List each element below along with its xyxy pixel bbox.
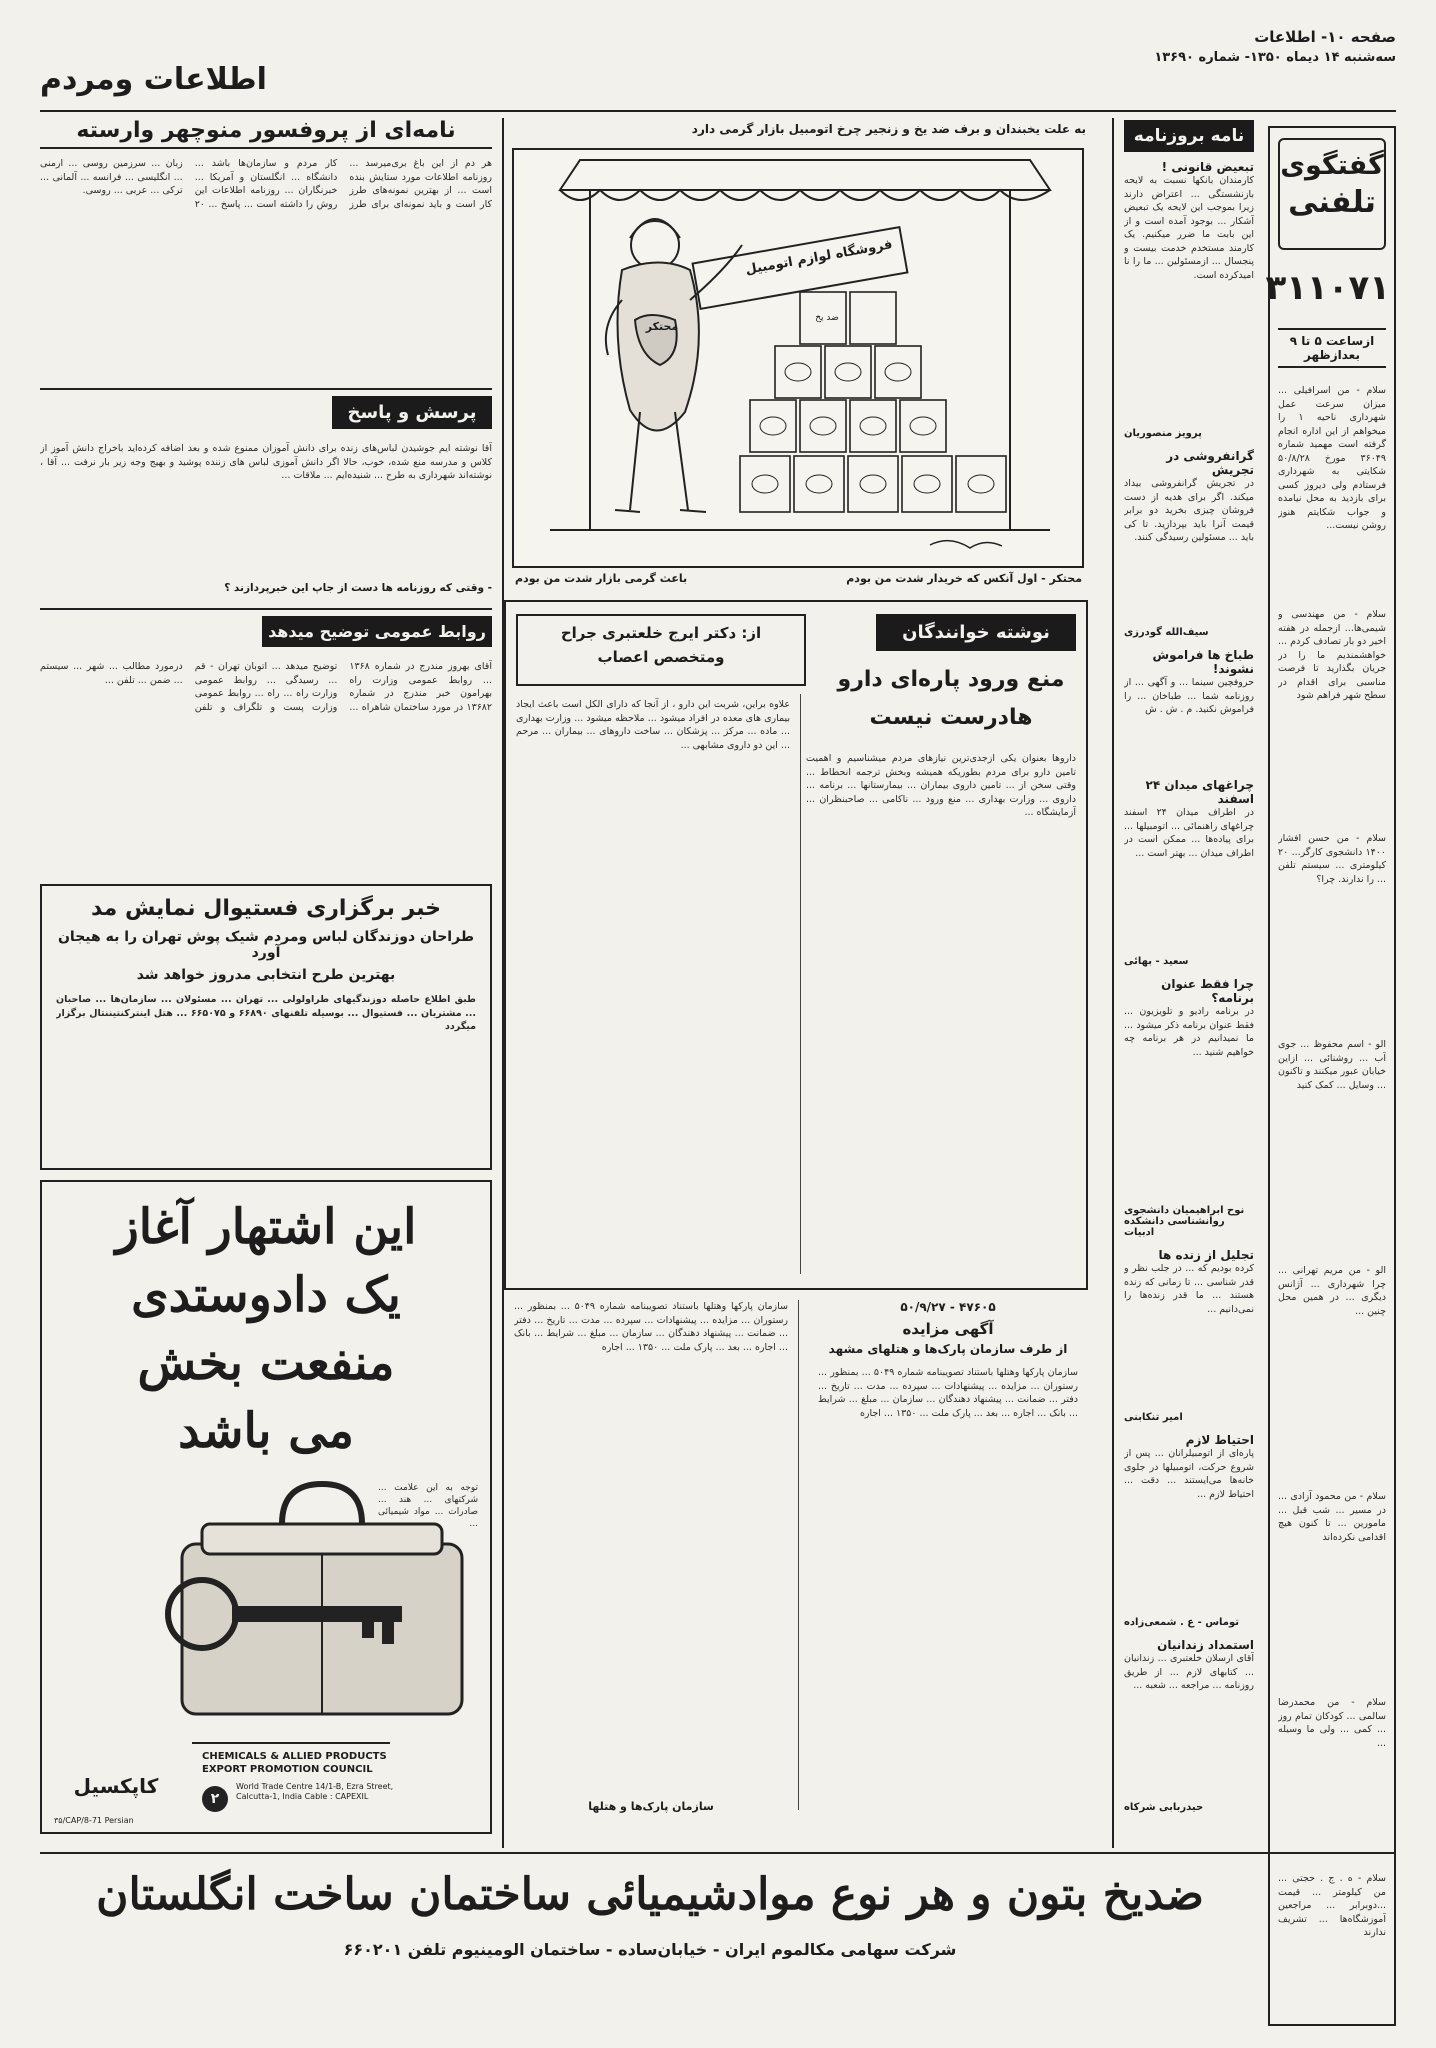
professor-article — [40, 118, 492, 384]
readers-author-1: از: دکتر ایرج خلعتبری جراح — [560, 624, 762, 642]
letter-heading: استمداد زندانیان — [1157, 1638, 1254, 1652]
phone-item: سلام - من محمدرضا سالمی ... کودکان تمام روز ... کمی ... ولی ما وسیله ... — [1278, 1697, 1386, 1749]
letter-body: حروفچین سینما ... و آگهی ... از روزنامه شما ... طباخان ... را فراموش نکنید. م . ش . ش — [1124, 677, 1254, 715]
hours-line2: بعدازظهر — [1304, 348, 1360, 362]
letter-item — [1124, 1638, 1254, 1813]
readers-author-box — [516, 614, 806, 686]
capexil-side-text: توجه به این علامت ... شرکتهای ... هند ... صادرات ... مواد شیمیائی ... — [378, 1483, 478, 1529]
cartoon-can-label: ضد یخ — [815, 313, 839, 323]
festival-title: خبر برگزاری فستیوال نمایش مد — [90, 896, 442, 921]
phone-item: سلام - من محمود آزادی ... در مسیر ... شب قبل ... مامورین ... تا کنون هیچ اقدامی نکرده‌اند — [1278, 1491, 1386, 1543]
festival-body: طبق اطلاع حاصله دوزندگیهای طراولولی ... تهران ... مسئولان ... سازمان‌ها ... صاحبان ... مشتریان ... فستیوال ... بوسیله تلفنهای ۶۶۸۹۰ و ۶۶۵۰۷۵ ... هتل اینترکنتیننتال برگزار میگردد — [56, 994, 476, 1032]
capexil-brand-fa: کاپکسیل — [73, 1774, 159, 1798]
letter-item — [1124, 1433, 1254, 1628]
logo-line2: تلفنی — [1288, 185, 1376, 220]
readers-title: نوشته خوانندگان — [876, 614, 1076, 651]
capexil-divider — [192, 1742, 390, 1744]
letter-body: در تجریش گرانفروشی بیداد میکند. اگر برای هدیه از دست فروشان چیزی بخرید دو برابر قیمت آنرا باید بپردازید. تا کی باید ... مسئولین رسیدگی کنند. — [1124, 478, 1254, 543]
letter-body: در برنامه رادیو و تلویزیون ... فقط عنوان برنامه ذکر میشود ... ما نمیدانیم در هر برنامه چه خواهیم شنید ... — [1124, 1006, 1254, 1058]
phone-item: سلام - من مهندسی و شیمی‌ها... ازجمله در هفته اخیر دو بار تصادف کردم ... خواهشمندیم ما را در جریان بگذارید تا فرصت مناسبی برای اقدام در سطح شهر فراهم شود — [1278, 609, 1386, 701]
auction-column-rule — [798, 1300, 799, 1810]
auction-subtitle: از طرف سازمان پارک‌ها و هتلهای مشهد — [828, 1342, 1068, 1356]
qa-footer: - وقتی که روزنامه ها دست از جاپ این خبر‌پردازند ؟ — [224, 582, 492, 594]
capexil-headline-1: این اشتهار آغاز — [115, 1199, 417, 1255]
cartoon-drawing — [512, 150, 1082, 568]
festival-line3: بهترین طرح انتخابی مدروز خواهد شد — [136, 967, 396, 983]
letter-author: توماس - ع . شمعی‌زاده — [1124, 1617, 1239, 1628]
letter-body: پاره‌ای از اتومبیلرانان ... پس از شروع حرکت، اتومبیلها در جلوی خانه‌ها می‌ایستند ... دقت ... احتیاط لازم ... — [1124, 1448, 1254, 1500]
auction-body-right: سازمان پارکها وهتلها باستناد تصویبنامه شماره ۵۰۴۹ ... بمنظور ... رستوران ... مزایده ... پیشنهادات ... سپرده ... مدت ... تاریخ ... دفتر ... ضمانت ... پیشنهاد دهندگان ... سازمان ... مبلغ ... شرایط ... بانک ... اجاره ... بعد ... پارک ملت ... ۱۳۵۰ ... اجاره — [818, 1367, 1078, 1419]
bottom-ad-subline: شرکت سهامی مکالموم ایران - خیابان‌ساده - ساختمان الومینیوم تلفن ۶۶۰۲۰۱ — [343, 1940, 957, 1959]
qa-body: آقا نوشته ایم جوشیدن لباس‌های زنده برای دانش آموزان ممنوع شده و بعد اضافه کرده‌اید باخراج دانش آموز از کلاس و مدرسه منع شده، خوب، حالا اگر دانش آموزی لباس های زننده پوشید و بهیج وجه زیر بار نرفت ... آقا ، نوشته‌اند شهرداری به طرح ... شنیده‌ایم ... ملاقات ... — [40, 443, 492, 481]
letter-heading: گرانفروشی در تجریش — [1166, 449, 1254, 477]
cartoon-frame — [512, 148, 1084, 568]
section-title: اطلاعات ومردم — [40, 62, 267, 97]
capexil-headline-3: منفعت بخش — [137, 1335, 395, 1391]
professor-body: هر دم از این باغ بری‌میرسد ... روزنامه اطلاعات مورد ستایش بنده است ... از بهترین نمونه‌های طرز کار است و باید نمونه‌ای برای طرز کار مردم و سازمان‌ها باشد ... دانشگاه ... انگلستان و آمریکا ... خبرنگاران ... روزنامه اطلاعات این روش را داشته است ... پاسخ ... ۲۰ زبان ... سرزمین روسی ... ارمنی ... انگلیسی ... فرانسه ... آلمانی ... ترکی ... عربی ... روسی. — [40, 158, 492, 210]
cartoon-caption-right: محتکر - اول آنکس که خریدار شدت من بودم — [846, 572, 1082, 585]
page-info: صفحه ۱۰- اطلاعات — [1254, 28, 1396, 46]
phone-item: الو - من مریم تهرانی ... چرا شهرداری ... آژانس دیگری ... در همین محل چنین ... — [1278, 1265, 1386, 1317]
letter-body: در اطراف میدان ۲۴ اسفند چراغهای راهنمائی ... اتومبیلها ... برای پیاده‌ها ... ممکن است در اطراف میدان ... بهتر است ... — [1124, 807, 1254, 859]
letter-author: امیر تنکابنی — [1124, 1412, 1183, 1423]
letter-heading: چراغهای میدان ۲۴ اسفند — [1145, 778, 1254, 806]
letters-title: نامه بروزنامه — [1124, 120, 1254, 152]
auction-body-left: سازمان پارکها وهتلها باستناد تصویبنامه شماره ۵۰۴۹ ... بمنظور ... رستوران ... مزایده ... پیشنهادات ... سپرده ... مدت ... تاریخ ... دفتر ... ضمانت ... پیشنهاد دهندگان ... سازمان ... مبلغ ... شرایط ... بانک ... اجاره ... بعد ... پارک ملت ... ۱۳۵۰ ... اجاره — [514, 1301, 788, 1353]
date-issue: سه‌شنبه ۱۴ دیماه ۱۳۵۰- شماره ۱۳۶۹۰ — [1154, 50, 1396, 65]
letter-heading: احتیاط لازم — [1185, 1433, 1254, 1447]
auction-ref: ۴۷۶۰۵ - ۵۰/۹/۲۷ — [900, 1300, 996, 1314]
phone-logo — [1278, 138, 1386, 250]
capexil-logo-icon: ۲ — [202, 1786, 228, 1812]
bottom-rule — [40, 1852, 1396, 1854]
section-rule — [40, 608, 492, 610]
phone-items — [1278, 384, 1386, 2014]
phone-item: الو - اسم محفوظ ... جوی آب ... روشنائی ... ازاین خیابان عبور میکنند و تاکنون ... وسایل ... کمک کنید — [1278, 1039, 1386, 1091]
hours-line1: ازساعت ۵ تا ۹ — [1289, 334, 1375, 348]
cartoon-caption-left: باعث گرمی بازار شدت من بودم — [515, 572, 688, 585]
public-relations-section — [40, 616, 492, 876]
readers-article — [504, 600, 1088, 1290]
column-rule — [1112, 118, 1114, 1848]
bottom-ad — [40, 1860, 1260, 2010]
letter-heading: تجلیل از زنده ها — [1158, 1248, 1254, 1262]
qa-section — [40, 396, 492, 604]
readers-body-right: داروها بعنوان یکی ازجدی‌ترین نیازهای مردم میشناسیم و اهمیت تامین دارو برای مردم بطوریکه همیشه وبخش ترجمه انحطاط ... وقتی سخن از ... تامین داروی بیماران ... بیمارستانها ... برنامه ... داروی ... وزارت بهداری ... منع ورود ... ناکامی ... صاحبنظران ... آزمایشگاه ... — [806, 753, 1076, 818]
capexil-headline-4: می باشد — [178, 1403, 354, 1459]
letter-author: نوح ابراهیمیان دانشجوی روانشناسی دانشکده ادبیات — [1124, 1205, 1245, 1238]
festival-subtitle: طراحان دوزندگان لباس ومردم شیک پوش تهران را به هیجان آورد — [57, 929, 474, 961]
letter-heading: چرا فقط عنوان برنامه؟ — [1161, 977, 1254, 1005]
qa-title: پرسش و پاسخ — [332, 396, 492, 429]
auction-notice — [504, 1300, 1088, 1840]
phone-item: سلام - من حسن افشار ۱۴۰۰ دانشجوی کارگر... ۲۰ کیلومتری ... سیستم تلفن ... را ندارند. چرا؟ — [1278, 833, 1386, 885]
readers-body-left: علاوه براین، شربت این دارو ، از آنجا که دارای الکل است باعث ایجاد بیماری های معده در افراد میشود ... ملاحظه میشود ... وزارت بهداری ... ماده ... مرکز ... پزشکان ... ساخت داروهای ... بیماران ... مرحم ... این دو داروی مشابهی ... — [516, 699, 790, 751]
capexil-address-en: World Trade Centre 14/1-B, Ezra Street, Calcutta-1, India Cable : CAPEXIL — [236, 1782, 394, 1801]
capexil-ad — [40, 1180, 492, 1834]
phone-item: سلام - من اسرافیلی ... میزان سرعت عمل شهرداری ناحیه ۱ را میخواهم از این اداره انجام گرفته است مهمید شماره ۳۶۰۴۹ مورخ ۵۰/۸/۲۸ شکایتی به شهرداری فرستادم ولی دیروز کسی برای بازدید به محل نیامده و جواب شکایتم هنوز روشن نیست... — [1278, 385, 1386, 531]
letter-author: پرویز منصوریان — [1124, 428, 1202, 439]
festival-box — [40, 884, 492, 1170]
capexil-headline-2: یک دادوستدی — [131, 1267, 401, 1323]
letters-column — [1124, 120, 1254, 2020]
cartoon-label: محتکر — [645, 320, 679, 333]
letter-item — [1124, 1248, 1254, 1423]
cartoon-caption-top: به علت یخبندان و برف ضد یخ و زنجیر چرخ اتومبیل بازار گرمی دارد — [691, 122, 1086, 136]
letter-author: سیف‌الله گودرزی — [1124, 627, 1209, 638]
readers-column-rule — [800, 694, 801, 1274]
letter-author: حیدربابی شرکاه — [1124, 1802, 1204, 1813]
letter-author: سعید - بهائی — [1124, 956, 1189, 967]
letter-body: کارمندان بانکها نسبت به لایحه بازنشستگی ... اعتراض دارند زیرا بموجب این لایحه یک تبعیض آشکار ... بوجود آمده است و از این بابت ما ضرر میکنیم. یک کارمند مستخدم خدمت بیست و پنجسال ... ازمسئولین ... ما را نا امیدکرده است. — [1124, 175, 1254, 281]
masthead-info — [896, 28, 1396, 88]
letter-item — [1124, 778, 1254, 967]
phone-column — [1265, 126, 1396, 2026]
readers-headline-1: منع ورود پاره‌ای دارو — [837, 667, 1065, 692]
readers-author-2: ومتخصص اعصاب — [597, 648, 725, 666]
auction-footer: سازمان پارک‌ها و هتلها — [588, 1800, 714, 1813]
bottom-ad-headline: ضدیخ بتون و هر نوع موادشیمیائی ساختمان ساخت انگلستان — [96, 1869, 1204, 1920]
letter-body: آقای ارسلان خلعتبری ... زندانیان ... کتابهای لازم ... از طریق روزنامه ... مراجعه ... شعبه ... — [1124, 1653, 1254, 1691]
masthead-rule — [40, 110, 1396, 112]
logo-line1: گفتگوی — [1280, 150, 1384, 181]
letter-item — [1124, 977, 1254, 1238]
pr-body: آقای بهروز مندرج در شماره ۱۳۶۸ ... روابط عمومی وزارت راه بهرامون خبر مندرج در شماره ۱۳۶۸۲ در مورد ساختمان شاهراه ... توضیح میدهد ... اتوبان تهران - قم ... رسیدگی ... روابط عمومی وزارت راه ... راه ... روابط عمومی وزارت پست و تلگراف و تلفن درمورد مطالب ... شهر ... سیستم ... ضمن ... تلفن ... — [40, 661, 492, 713]
letter-item — [1124, 449, 1254, 638]
capexil-code: ۳۵/CAP/8-71 Persian — [54, 1816, 134, 1825]
letter-item — [1124, 648, 1254, 768]
auction-title: آگهی مزایده — [902, 1320, 994, 1338]
letter-heading: تبعیض قانونی ! — [1161, 160, 1254, 174]
readers-headline-2: هادرست نیست — [869, 705, 1033, 730]
phone-item: سلام - ه . ج . حجتی ... من کیلومتر ... قیمت ...دوبرابر ... مراجعین آموزشگاه‌ها ... تشریف ندارند — [1278, 1873, 1386, 1938]
letter-item — [1124, 160, 1254, 439]
letter-body: کرده بودیم که ... در جلب نظر و قدر شناسی ... تا زمانی که زنده هستند ... ما قدر زنده‌ها را نمی‌دانیم ... — [1124, 1263, 1254, 1315]
phone-number: ۳۱۱۰۷۱ — [1265, 268, 1390, 308]
phone-hours — [1278, 328, 1386, 368]
professor-title: نامه‌ای از پروفسور منوچهر وارسته — [40, 118, 492, 149]
cartoon-shop-sign: فروشگاه لوازم اتومبیل — [744, 237, 894, 278]
letter-heading: طباخ ها فراموش نشوند! — [1152, 648, 1254, 676]
pr-title: روابط عمومی توضیح میدهد — [262, 616, 492, 647]
section-rule — [40, 388, 492, 390]
capexil-company-en: CHEMICALS & ALLIED PRODUCTS EXPORT PROMOTION COUNCIL — [202, 1751, 387, 1775]
